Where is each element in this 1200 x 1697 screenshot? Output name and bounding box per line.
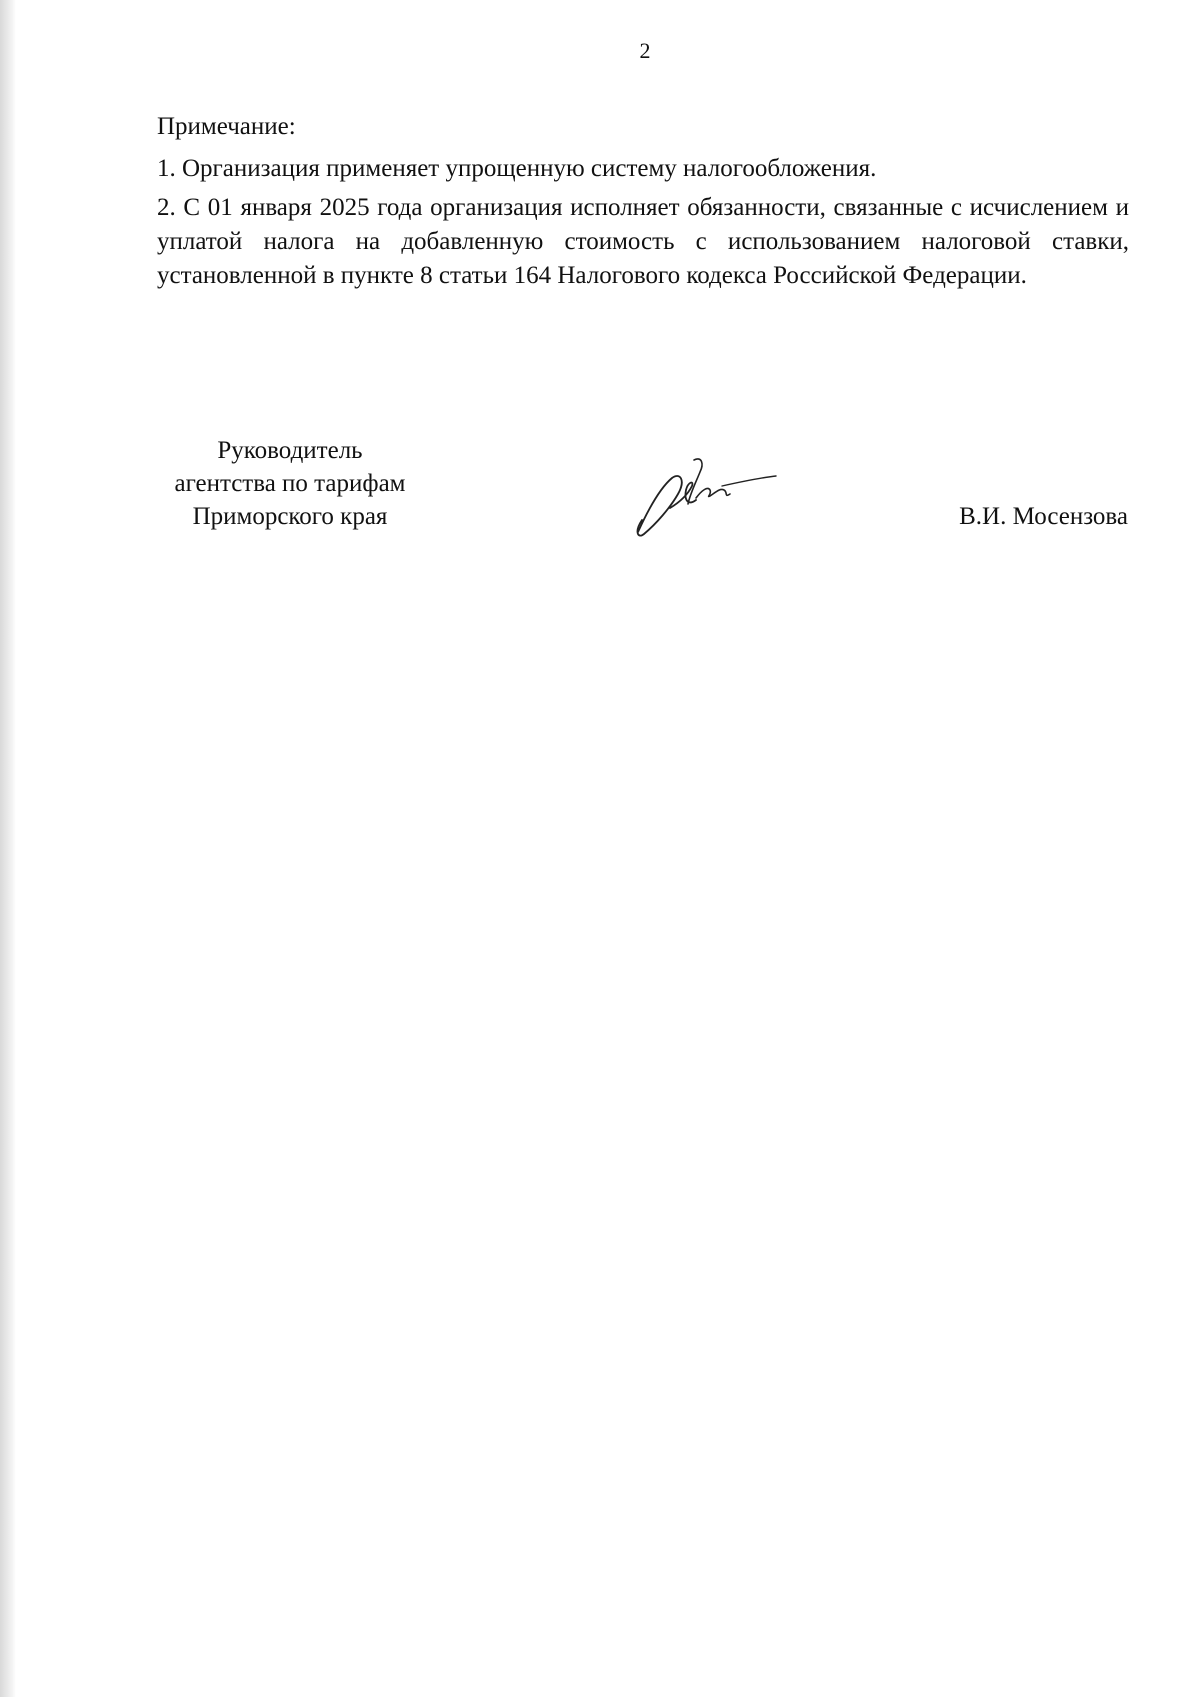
handwritten-signature-icon bbox=[630, 450, 780, 540]
signer-title bbox=[150, 434, 430, 533]
note-item-1: 1. Организация применяет упрощенную систему налогообложения. bbox=[157, 155, 877, 182]
signer-title-line-2: агентства по тарифам bbox=[174, 470, 406, 497]
note-item-2: 2. С 01 января 2025 года организация исполняет обязанности, связанные с исчислением и уплатой налога на добавленную стоимость с использованием налоговой ставки, установленной в пункте 8 статьи 164 Налогового кодекса Российской Федерации. bbox=[157, 194, 1129, 289]
signer-title-line-1: Руководитель bbox=[217, 437, 363, 464]
signer-title-line-3: Приморского края bbox=[192, 503, 388, 530]
notes-title: Примечание: bbox=[157, 113, 296, 140]
page-number: 2 bbox=[639, 38, 651, 63]
signer-name: В.И. Мосензова bbox=[959, 503, 1128, 530]
scan-edge bbox=[0, 0, 16, 1697]
